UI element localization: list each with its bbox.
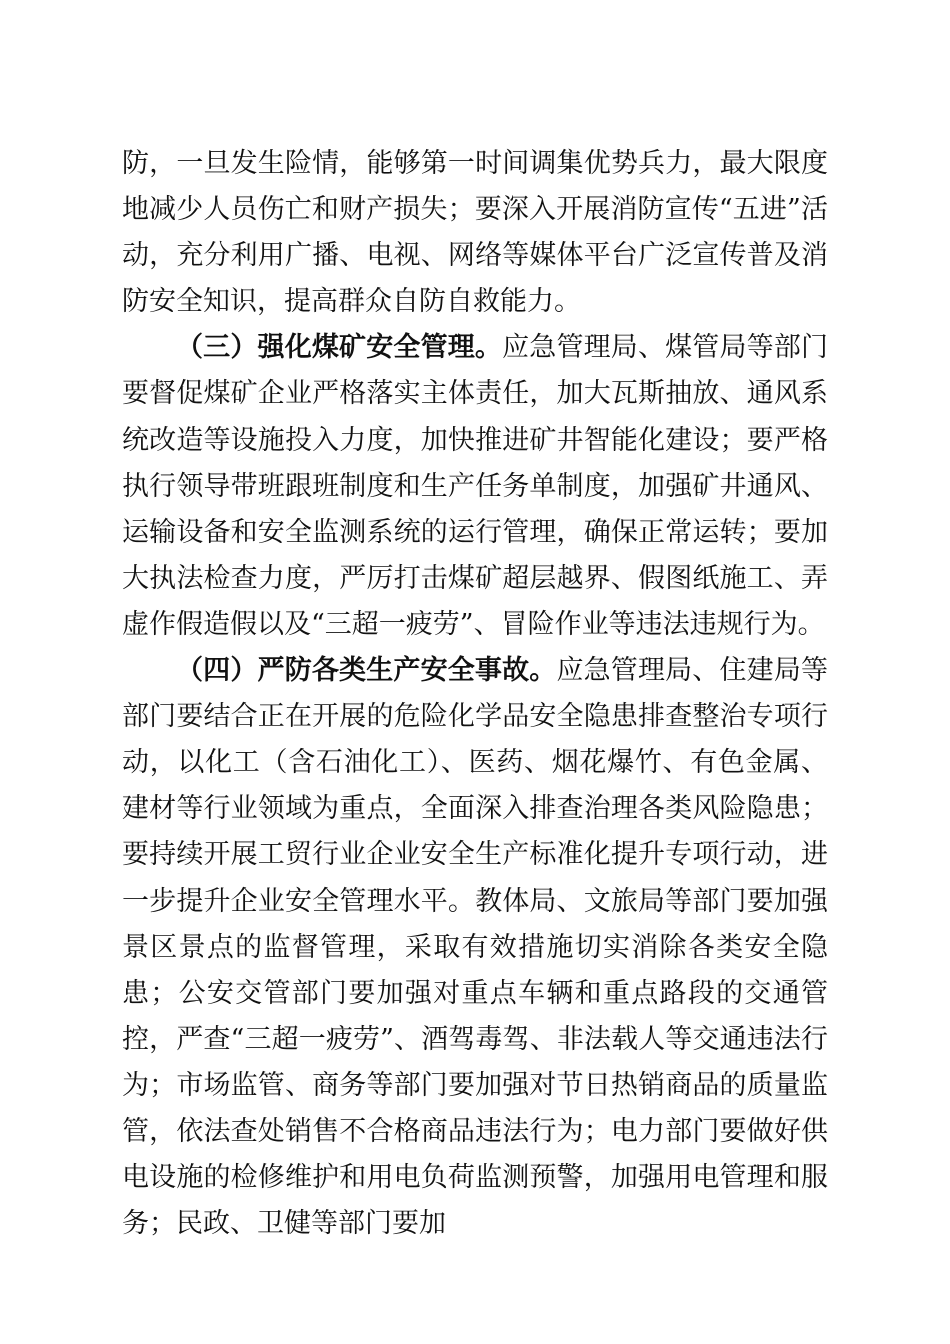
paragraph-text: 防，一旦发生险情，能够第一时间调集优势兵力，最大限度地减少人员伤亡和财产损失；要深入开展消防宣传“五进”活动，充分利用广播、电视、网络等媒体平台广泛宣传普及消防安全知识，提高群众自防自救能力。 bbox=[122, 148, 828, 318]
paragraph-fire-safety-continued bbox=[122, 141, 828, 325]
document-body bbox=[122, 141, 828, 1247]
paragraph-text: 应急管理局、煤管局等部门要督促煤矿企业严格落实主体责任，加大瓦斯抽放、通风系统改造等设施投入力度，加快推进矿井智能化建设；要严格执行领导带班跟班制度和生产任务单制度，加强矿井通风、运输设备和安全监测系统的运行管理，确保正常运转；要加大执法检查力度，严厉打击煤矿超层越界、假图纸施工、弄虚作假造假以及“三超一疲劳”、冒险作业等违法违规行为。 bbox=[122, 332, 829, 640]
paragraph-production-safety bbox=[122, 648, 828, 1247]
paragraph-text: 应急管理局、住建局等部门要结合正在开展的危险化学品安全隐患排查整治专项行动，以化工（含石油化工）、医药、烟花爆竹、有色金属、建材等行业领域为重点，全面深入排查治理各类风险隐患；要持续开展工贸行业企业安全生产标准化提升专项行动，进一步提升企业安全管理水平。教体局、文旅局等部门要加强景区景点的监督管理，采取有效措施切实消除各类安全隐患；公安交管部门要加强对重点车辆和重点路段的交通管控，严查“三超一疲劳”、酒驾毒驾、非法载人等交通违法行为；市场监管、商务等部门要加强对节日热销商品的质量监管，依法查处销售不合格商品违法行为；电力部门要做好供电设施的检修维护和用电负荷监测预警，加强用电管理和服务；民政、卫健等部门要加 bbox=[122, 655, 829, 1240]
paragraph-coal-mine-safety bbox=[122, 325, 828, 648]
section-heading-3: （三）强化煤矿安全管理。 bbox=[176, 332, 503, 364]
section-heading-4: （四）严防各类生产安全事故。 bbox=[176, 655, 557, 687]
